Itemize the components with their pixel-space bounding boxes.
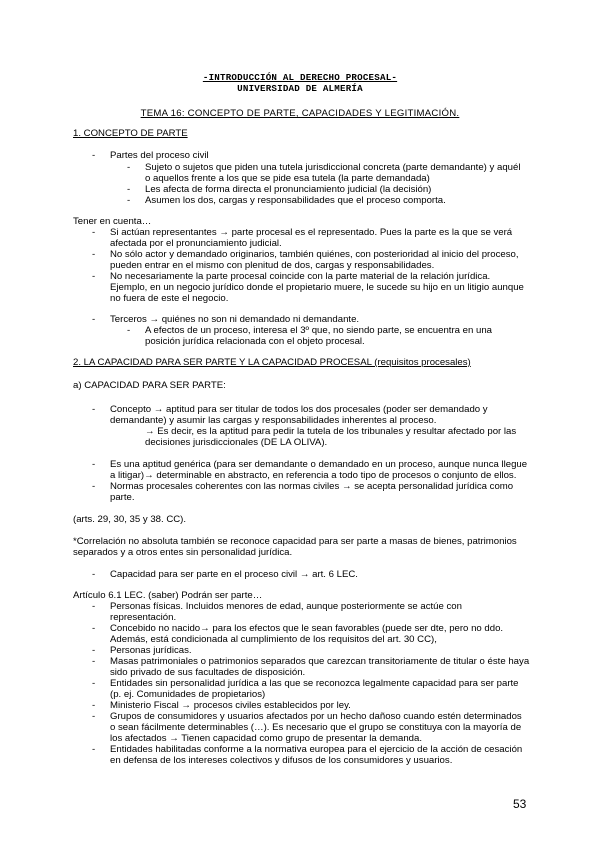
- section-1-heading: 1. CONCEPTO DE PARTE: [73, 128, 188, 139]
- list-item: A efectos de un proceso, interesa el 3º que, no siendo parte, se encuentra en una: [145, 325, 492, 336]
- list-item: Capacidad para ser parte en el proceso civil → art. 6 LEC.: [110, 569, 358, 580]
- list-item: Partes del proceso civil: [110, 150, 209, 161]
- paragraph: *Correlación no absoluta también se reconoce capacidad para ser parte a masas de bienes, patrimonios: [73, 536, 517, 547]
- course-title: -INTRODUCCIÓN AL DERECHO PROCESAL-: [202, 72, 398, 83]
- bullet-dash: -: [92, 623, 96, 634]
- list-item: Normas procesales coherentes con las normas civiles → se acepta personalidad jurídica como: [110, 481, 514, 492]
- list-item: no fuera de este el negocio.: [110, 293, 229, 304]
- list-item: Concepto → aptitud para ser titular de todos los dos procesales (poder ser demandado y: [110, 404, 488, 415]
- bullet-dash: -: [92, 569, 96, 580]
- bullet-dash: -: [127, 184, 131, 195]
- paragraph: separados y a otros entes sin personalidad jurídica.: [73, 547, 293, 558]
- bullet-dash: -: [127, 195, 131, 206]
- list-item: Si actúan representantes → parte procesal es el representado. Pues la parte es la que se verá: [110, 227, 513, 238]
- note-intro: Tener en cuenta…: [73, 216, 152, 227]
- list-item: Ministerio Fiscal → procesos civiles establecidos por ley.: [110, 700, 351, 711]
- list-item: decisiones jurisdiccionales (DE LA OLIVA).: [145, 437, 328, 448]
- bullet-dash: -: [92, 700, 96, 711]
- bullet-dash: -: [92, 481, 96, 492]
- list-item: Entidades sin personalidad jurídica a las que se reconozca legalmente capacidad para ser parte: [110, 678, 519, 689]
- list-item: Concebido no nacido→ para los efectos que le sean favorables (puede ser dte, pero no ddo.: [110, 623, 504, 634]
- bullet-dash: -: [92, 645, 96, 656]
- articles-reference: (arts. 29, 30, 35 y 38. CC).: [73, 514, 187, 525]
- list-item: parte.: [110, 492, 135, 503]
- bullet-dash: -: [92, 404, 96, 415]
- list-item: Es una aptitud genérica (para ser demandante o demandado en un proceso, aunque nunca llegue: [110, 459, 528, 470]
- bullet-dash: -: [127, 162, 131, 173]
- list-item: o aquellos frente a los que se pide esa tutela (la parte demandada): [145, 173, 430, 184]
- list-item: sido privado de sus facultades de disposición.: [110, 667, 306, 678]
- list-item: Además, está condicionada al cumplimiento de los requisitos del art. 30 CC),: [110, 634, 437, 645]
- list-item: Asumen los dos, cargas y responsabilidades que el proceso comporta.: [145, 195, 446, 206]
- list-item: → Es decir, es la aptitud para pedir la tutela de los tribunales y resultar afectado por las: [145, 426, 517, 437]
- university-name: UNIVERSIDAD DE ALMERÍA: [237, 83, 363, 94]
- list-item: Terceros → quiénes no son ni demandado ni demandante.: [110, 314, 360, 325]
- list-item: Personas físicas. Incluidos menores de edad, aunque posteriormente se actúe con: [110, 601, 462, 612]
- list-item: Sujeto o sujetos que piden una tutela jurisdiccional concreta (parte demandante) y aquél: [145, 162, 521, 173]
- topic-title: TEMA 16: CONCEPTO DE PARTE, CAPACIDADES Y LEGITIMACIÓN.: [140, 108, 460, 119]
- article-heading: Artículo 6.1 LEC. (saber) Podrán ser parte…: [73, 590, 263, 601]
- list-item: No necesariamente la parte procesal coincide con la parte material de la relación jurídica.: [110, 271, 491, 282]
- list-item: Ejemplo, en un negocio jurídico donde el propietario muere, le sucede su hijo en un litigio aunque: [110, 282, 524, 293]
- list-item: No sólo actor y demandado originarios, también quiénes, con posterioridad al inicio del proceso,: [110, 249, 519, 260]
- bullet-dash: -: [92, 249, 96, 260]
- list-item: posición jurídica relacionada con el objeto procesal.: [145, 336, 365, 347]
- page-number: 53: [513, 797, 527, 811]
- bullet-dash: -: [92, 711, 96, 722]
- bullet-dash: -: [92, 656, 96, 667]
- bullet-dash: -: [92, 601, 96, 612]
- list-item: Personas jurídicas.: [110, 645, 192, 656]
- list-item: los afectados → Tienen capacidad como grupo de presentar la demanda.: [110, 733, 422, 744]
- bullet-dash: -: [92, 459, 96, 470]
- list-item: afectada por el pronunciamiento judicial.: [110, 238, 282, 249]
- list-item: demandante) y asumir las cargas y responsabilidades inherentes al proceso.: [110, 415, 437, 426]
- bullet-dash: -: [127, 325, 131, 336]
- bullet-dash: -: [92, 744, 96, 755]
- list-item: (p. ej. Comunidades de propietarios): [110, 689, 266, 700]
- list-item: en defensa de los intereses colectivos y difusos de los consumidores y usuarios.: [110, 755, 453, 766]
- bullet-dash: -: [92, 271, 96, 282]
- subsection-heading: a) CAPACIDAD PARA SER PARTE:: [73, 380, 226, 391]
- list-item: representación.: [110, 612, 177, 623]
- list-item: Masas patrimoniales o patrimonios separados que carezcan transitoriamente de titular o éste haya: [110, 656, 530, 667]
- bullet-dash: -: [92, 678, 96, 689]
- bullet-dash: -: [92, 150, 96, 161]
- list-item: Grupos de consumidores y usuarios afectados por un hecho dañoso cuando estén determinados: [110, 711, 522, 722]
- list-item: a litigar)→ determinable en abstracto, en referencia a todo tipo de procesos o conjunto de ellos.: [110, 470, 517, 481]
- list-item: Entidades habilitadas conforme a la normativa europea para el ejercicio de la acción de cesación: [110, 744, 523, 755]
- list-item: o sean fácilmente determinables (…). Es necesario que el grupo se constituya con la mayoría de: [110, 722, 522, 733]
- bullet-dash: -: [92, 314, 96, 325]
- list-item: pueden entrar en el mismo con plenitud de dos, cargas y responsabilidades.: [110, 260, 435, 271]
- list-item: Les afecta de forma directa el pronunciamiento judicial (la decisión): [145, 184, 432, 195]
- section-2-heading: 2. LA CAPACIDAD PARA SER PARTE Y LA CAPACIDAD PROCESAL (requisitos procesales): [73, 357, 471, 368]
- bullet-dash: -: [92, 227, 96, 238]
